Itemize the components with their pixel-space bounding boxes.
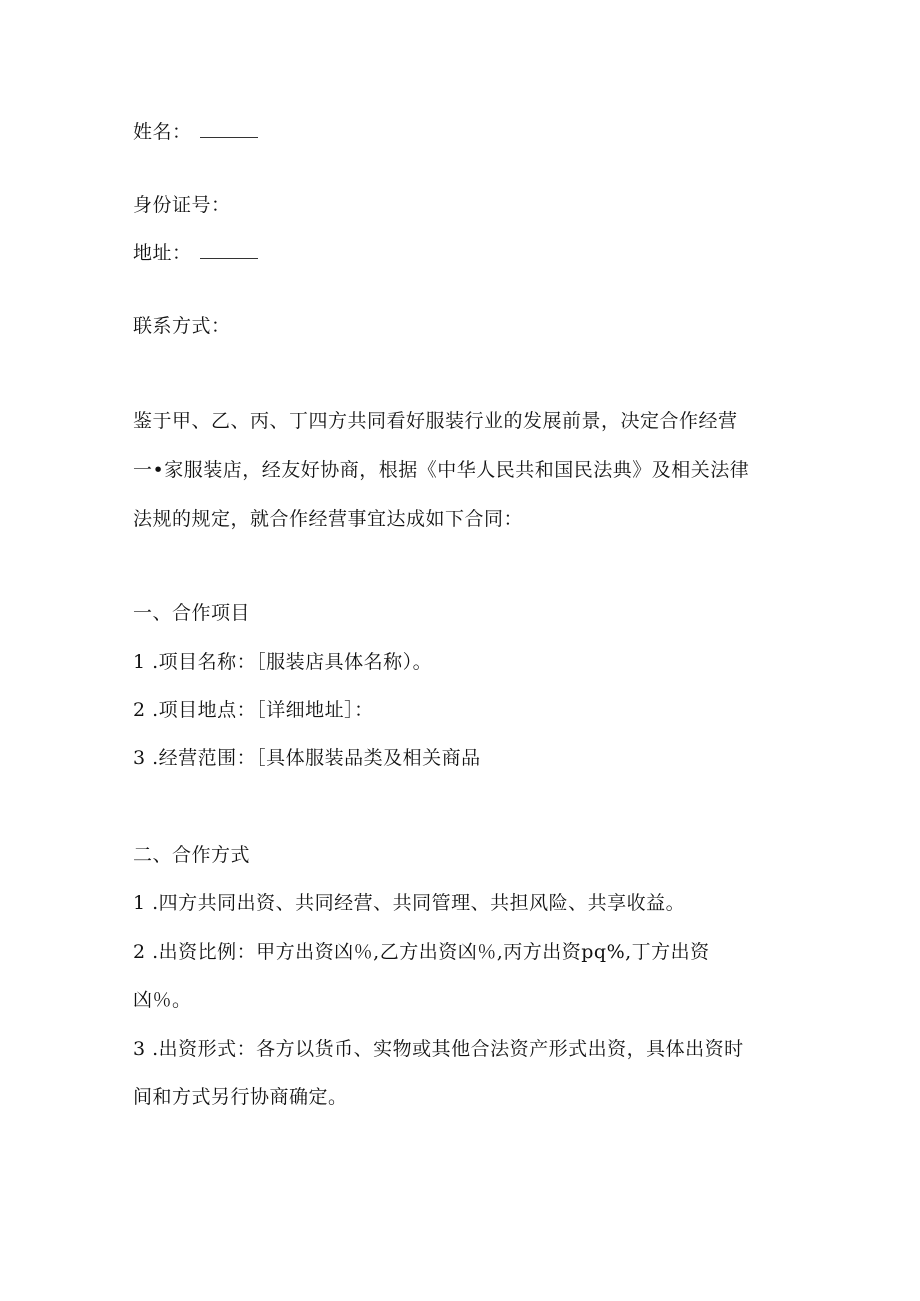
contact-label: 联系方式： <box>133 315 231 337</box>
section-item: 1 .项目名称：［服装店具体名称）。 <box>133 651 433 673</box>
contact-field <box>133 314 231 338</box>
section-item: 1 .四方共同出资、共同经营、共同管理、共担风险、共享收益。 <box>133 892 686 914</box>
name-label: 姓名： <box>133 121 192 143</box>
section-heading: 一、合作项目 <box>133 602 251 624</box>
section-item: 2 .出资比例：甲方出资凶％,乙方出资凶％,丙方出资pq%,丁方出资 <box>133 941 710 963</box>
name-field <box>133 120 258 144</box>
section-item: 3 .经营范围：［具体服装品类及相关商品 <box>133 747 481 769</box>
address-field <box>133 241 258 265</box>
section-heading: 二、合作方式 <box>133 844 251 866</box>
preamble-line: 法规的规定，就合作经营事宜达成如下合同： <box>133 508 524 530</box>
section-item: 3 .出资形式：各方以货币、实物或其他合法资产形式出资，具体出资时 <box>133 1038 744 1060</box>
section-item-continuation: 间和方式另行协商确定。 <box>133 1086 348 1108</box>
section-item-continuation: 凶％。 <box>133 989 192 1011</box>
name-blank-line <box>200 121 258 138</box>
preamble-line: 鉴于甲、乙、丙、丁四方共同看好服装行业的发展前景，决定合作经营 <box>133 410 738 432</box>
address-label: 地址： <box>133 242 192 264</box>
preamble-line: 一•家服装店，经友好协商，根据《中华人民共和国民法典》及相关法律 <box>133 459 750 481</box>
id-number-label: 身份证号： <box>133 194 231 216</box>
address-blank-line <box>200 242 258 259</box>
section-item: 2 .项目地点：［详细地址］： <box>133 699 374 721</box>
id-number-field <box>133 193 231 217</box>
